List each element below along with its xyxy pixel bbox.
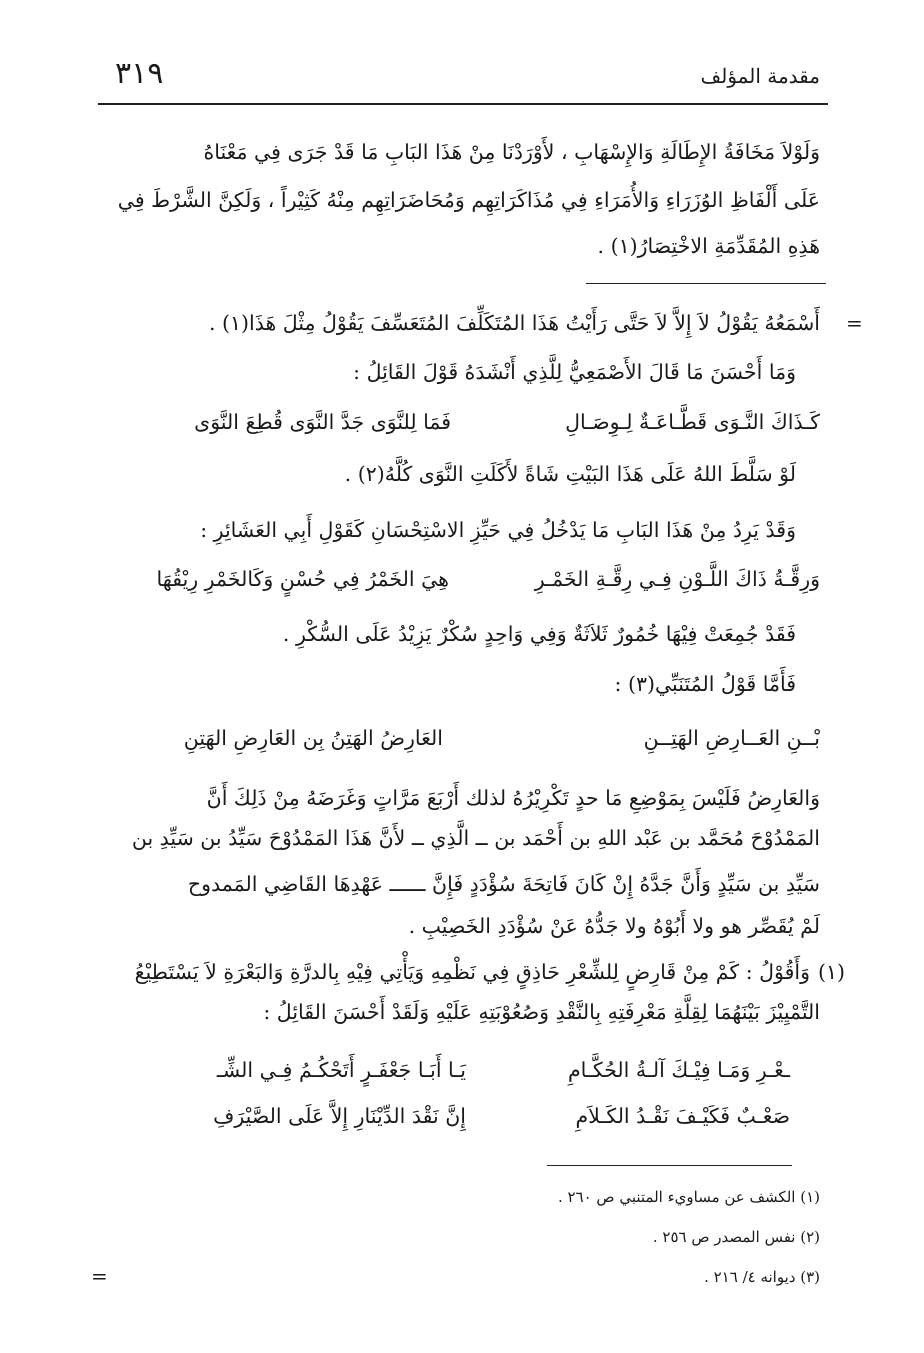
verse-hemistich-left: ـعْـرِ وَمَـا فِيْـكَ آلـةُ الحُكَّـامِ [567,1058,790,1082]
verse-hemistich-right: العَارِضُ الهَتِنُ بِن العَارِضِ الهَتِنِ [183,726,443,750]
note-line: وَمَا أَحْسَنَ مَا قَالَ الأَصْمَعِيُّ لِلَّذِي أَنْشَدَهُ قَوْلَ القَائِلُ : [353,360,796,384]
verse-hemistich-right: فَمَا لِلنَّوَى جَدَّ النَّوَى قُطِعَ النَّوَى [194,410,451,434]
footnote-item: (١) الكشف عن مساويء المتنبي ص ٢٦٠ . [557,1188,820,1206]
note-line: التَّمْيِيْزَ بَيْنَهُمَا لِقِلَّةِ مَعْرِفَتِهِ بِالنَّقْدِ وَصُعُوْبَتِهِ عَلَيْهِ وَلَقَدْ أَحْسَنَ القَائِلُ : [263,1000,820,1024]
note-line: لَوْ سَلَّطَ اللهُ عَلَى هَذَا البَيْتِ شَاةً لأَكَلَتِ النَّوَى كُلَّهُ(٢) . [344,462,796,486]
footnote-rule [547,1165,792,1166]
note-number: (١) [818,960,846,984]
main-text-line-3: هَذِهِ المُقَدِّمَةِ الاخْتِصَارُ(١) . [597,234,820,258]
page-number: ٣١٩ [115,56,164,91]
main-text-line-2: عَلَى أَلْفَاظِ الوُزَرَاءِ وَالأُمَرَاءِ فِي مُذَاكَرَاتِهِم وَمُحَاضَرَاتِهِم مِنْهُ كَثِيْراً ، وَلَكِنَّ الشَّرْطَ فِي [117,188,820,212]
footnote-item: (٢) نفس المصدر ص ٢٥٦ . [652,1228,820,1246]
verse-hemistich-left: صَعْـبٌ فَكَيْـفَ نَقْـدُ الكَـلاَمِ [575,1104,790,1128]
note-line: لَمْ يُقَصِّر هو ولا أَبُوْهُ ولا جَدُّهُ عَنْ سُؤْدَدِ الخَصِيْبِ . [408,914,820,938]
header-rule [98,103,828,105]
note-line: فَأَمَّا قَوْلُ المُتَنَبِّي(٣) : [614,672,796,696]
main-text-line-1: وَلَوْلاَ مَخَافَةُ الإِطَالَةِ وَالإِسْهَابِ ، لأَوْرَدْنَا مِنْ هَذَا البَابِ مَا قَدْ جَرَى فِي مَعْنَاهُ [203,140,820,164]
footnote-item: (٣) ديوانه ٤/ ٢١٦ . [704,1268,820,1286]
note-line: سَيِّدِ بن سَيِّدٍ وَأَنَّ جَدَّهُ إِنْ كَانَ فَاتِحَةَ سُؤْدَدٍ فَإِنَّ ــــــ عَهْدِهَا القَاضِي المَمدوح [187,872,820,896]
note-line: فَقَدْ جُمِعَتْ فِيْهَا خُمُورٌ ثَلاَثَةٌ وَفِي وَاحِدٍ سُكْرٌ يَزِيْدُ عَلَى السُّكْرِ . [282,622,796,646]
verse-hemistich-left: كَـذَاكَ النَّـوَى قَطَّـاعَـةٌ لِـوِصَـالِ [565,410,820,434]
verse-hemistich-right: هِيَ الخَمْرُ فِي حُسْنٍ وَكَالخَمْرِ رِيْقُهَا [156,567,449,591]
note-line: أَسْمَعُهُ يَقُوْلُ لاَ إِلاَّ لاَ حَتَّى رَأَيْتُ هَذَا المُتَكَلِّفَ المُتَعَسِّفَ يَقُوْلُ مِثْلَ هَذَا(١) . [208,311,820,335]
note-line: وَأَقُوْلُ : كَمْ مِنْ قَارِضٍ لِلشِّعْرِ حَاذِقٍ فِي نَظْمِهِ وَيَأْتِي فِيْهِ بِالدرَّةِ وَالبَعْرَةِ لاَ يَسْتَطِيْعُ [134,960,810,984]
continuation-marker: = [91,1264,108,1288]
verse-hemistich-left: بْــنِ العَــارِضِ الهَتِــنِ [643,726,820,750]
running-title: مقدمة المؤلف [700,64,820,88]
continuation-marker: = [846,311,863,335]
note-line: المَمْدُوْحَ مُحَمَّد بن عَبْد اللهِ بن أَحْمَد بن ــ الَّذِي ــ لأَنَّ هَذَا المَمْدُوْحَ سَيِّدُ بن سَيِّدِ بن [131,826,820,850]
note-line: وَالعَارِضُ فَلَيْسَ بِمَوْضِعِ مَا حدٍ تَكْرِيْرُهُ لذلك أَرْبَعَ مَرَّاتٍ وَغَرَضَهُ مِنْ ذَلِكَ أَنَّ [206,786,820,810]
verse-hemistich-right: يَـا أَبَـا جَعْفَـرٍ أَتَحْكُـمُ فِـي الشِّـ [216,1058,466,1082]
separator-rule [586,283,826,284]
verse-hemistich-right: إِنَّ نَقْدَ الدِّيْنَارِ إِلاَّ عَلَى الصَّيْرَفِ [213,1104,466,1128]
note-line: وَقَدْ يَرِدُ مِنْ هَذَا البَابِ مَا يَدْخُلُ فِي حَيِّزِ الاسْتِحْسَانِ كَقَوْلِ أَبِي العَشَائِرِ : [200,518,796,542]
verse-hemistich-left: وَرِقَّـةُ ذَاكَ اللَّـوْنِ فِـي رِقَّـةِ الخَمْـرِ [534,567,820,591]
